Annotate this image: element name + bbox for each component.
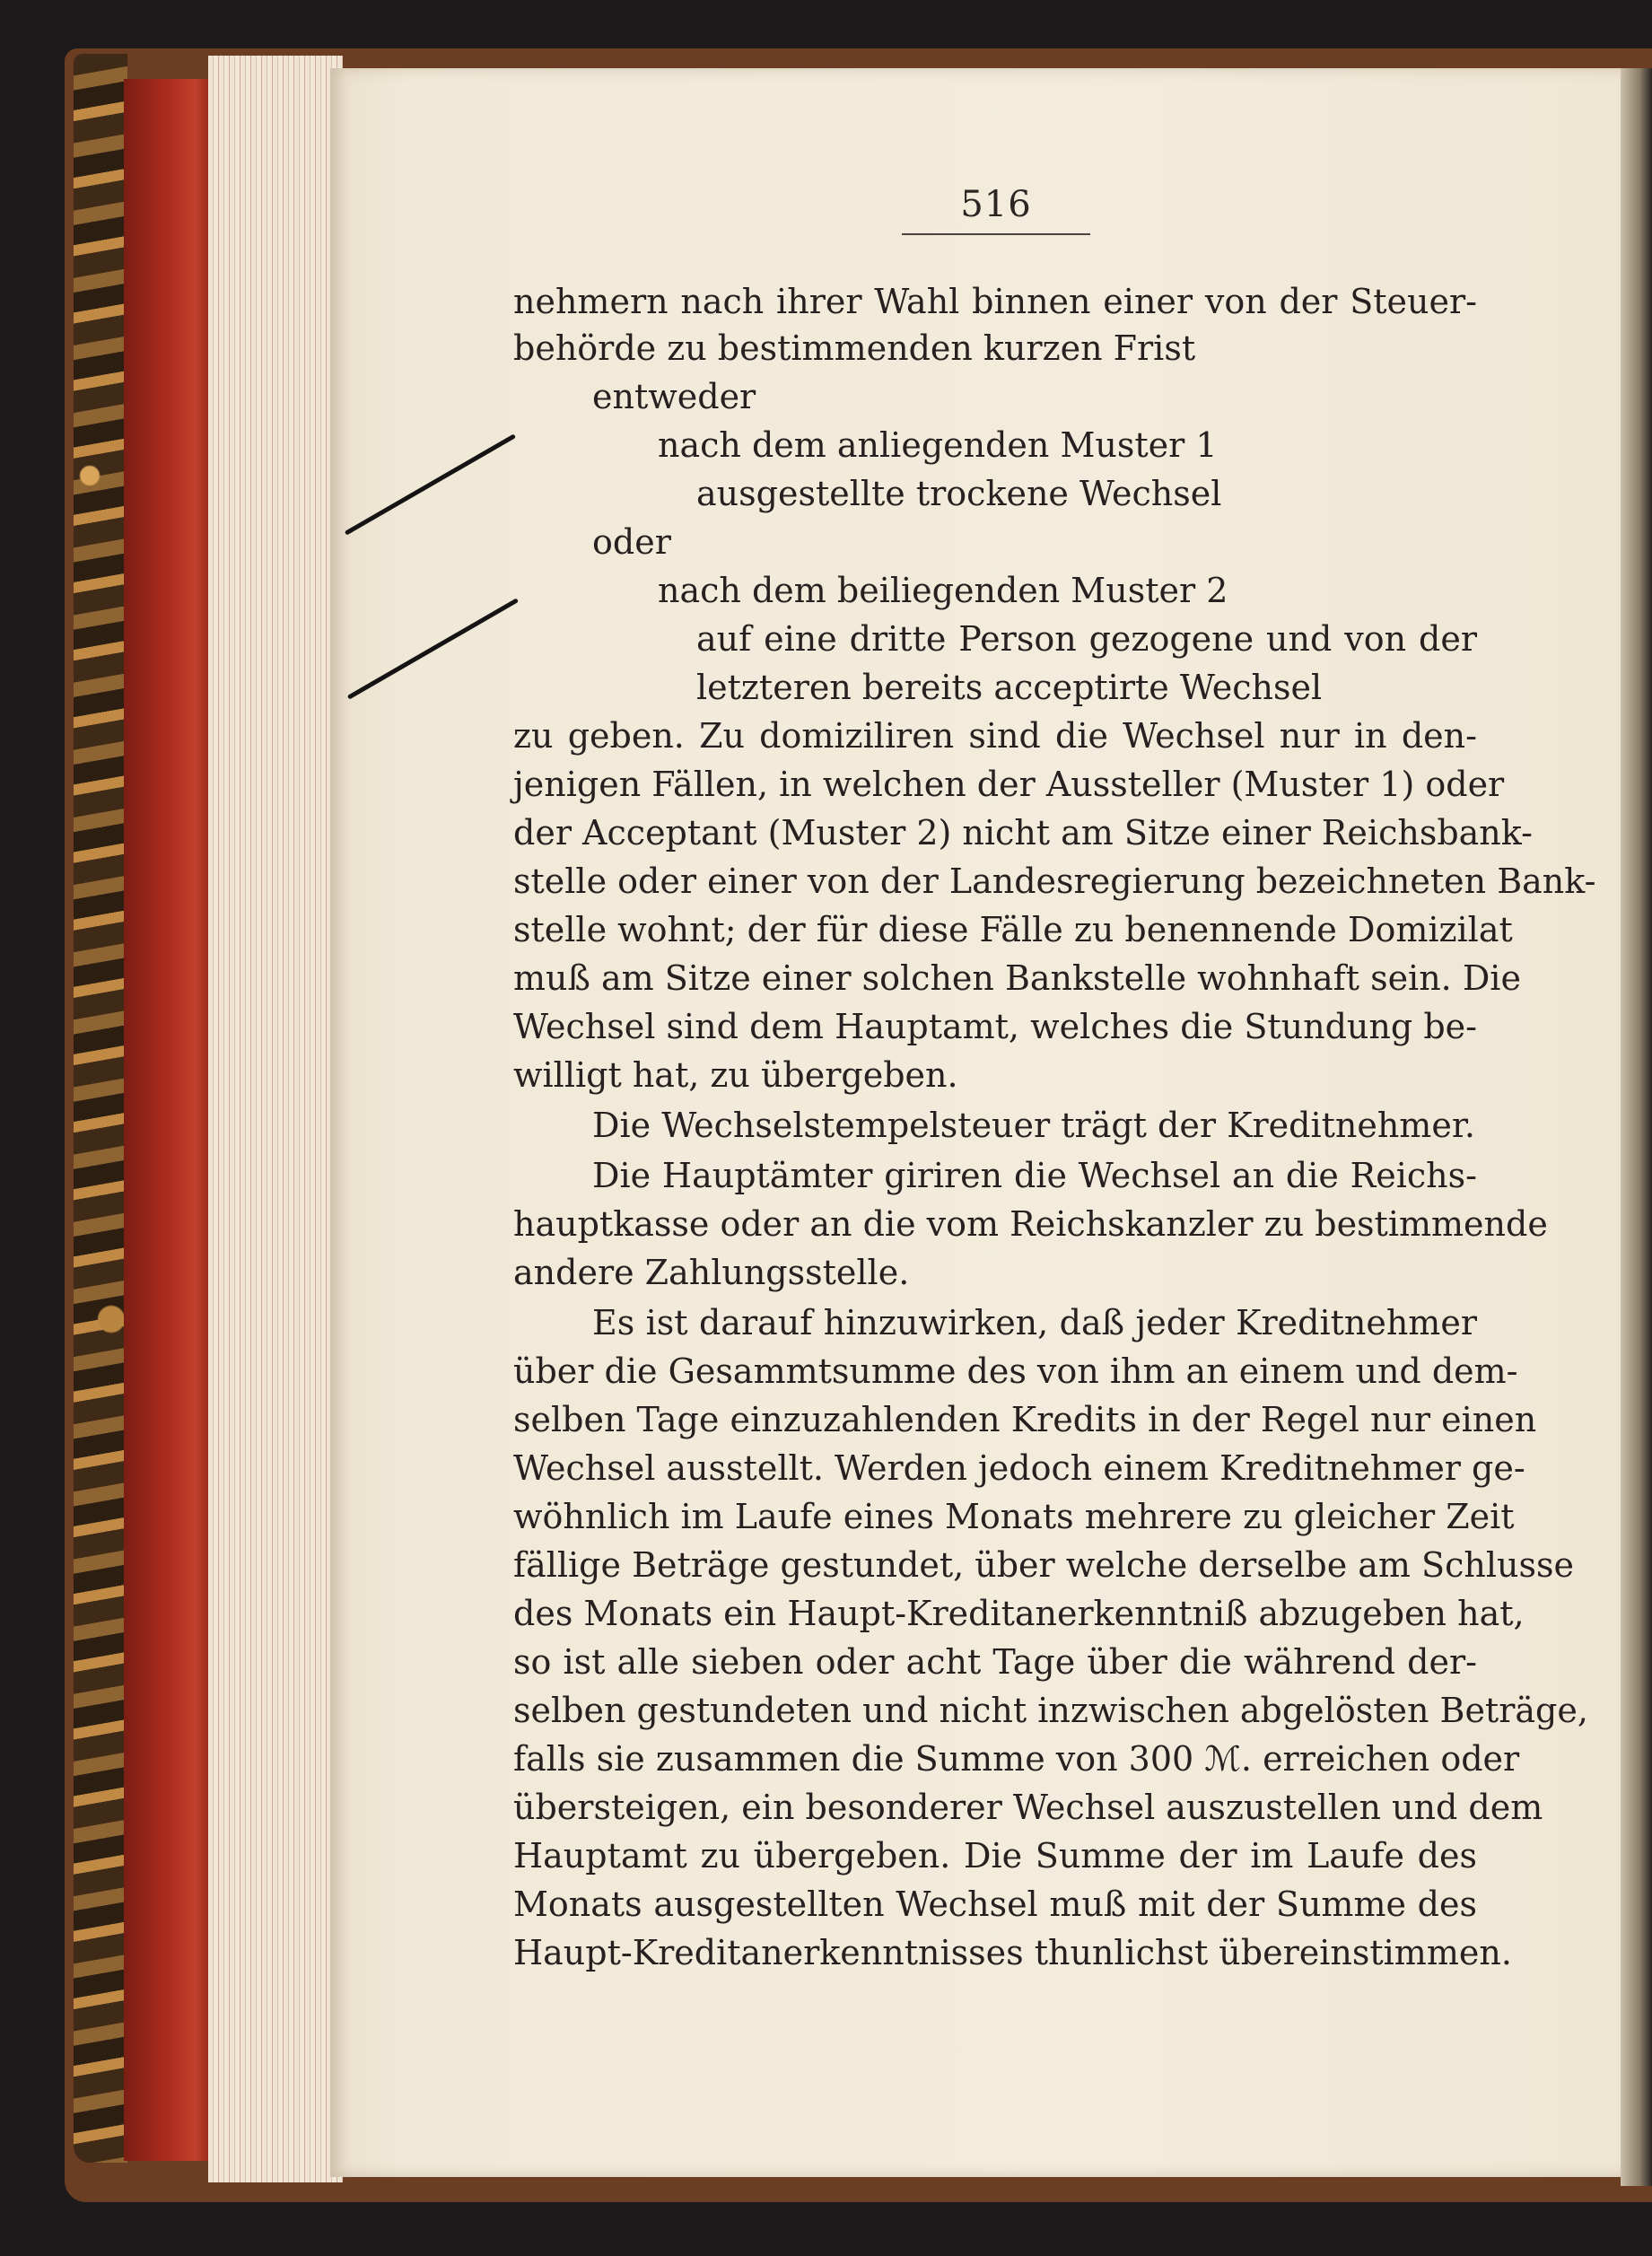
text-line: andere Zahlungsstelle. xyxy=(513,1253,910,1292)
text-line: zu geben. Zu domiziliren sind die Wechsel nur in den- xyxy=(513,716,1477,756)
text-line: fällige Beträge gestundet, über welche derselbe am Schlusse xyxy=(513,1545,1574,1585)
text-line: entweder xyxy=(592,377,756,416)
text-line: Es ist darauf hinzuwirken, daß jeder Kreditnehmer xyxy=(592,1303,1477,1342)
text-line: auf eine dritte Person gezogene und von der xyxy=(696,619,1477,659)
text-line: stelle wohnt; der für diese Fälle zu benennende Domizilat xyxy=(513,910,1513,949)
text-line: jenigen Fällen, in welchen der Aussteller (Muster 1) oder xyxy=(513,765,1505,804)
text-line: übersteigen, ein besonderer Wechsel auszustellen und dem xyxy=(513,1788,1543,1827)
text-line: hauptkasse oder an die vom Reichskanzler zu bestimmende xyxy=(513,1204,1548,1244)
text-line: über die Gesammtsumme des von ihm an einem und dem- xyxy=(513,1351,1518,1391)
text-line: Die Wechselstempelsteuer trägt der Kreditnehmer. xyxy=(592,1106,1475,1145)
text-line: ausgestellte trockene Wechsel xyxy=(696,474,1222,513)
text-line: nach dem beiliegenden Muster 2 xyxy=(658,571,1228,610)
text-line: nehmern nach ihrer Wahl binnen einer von der Steuer- xyxy=(513,282,1477,321)
text-line: selben Tage einzuzahlenden Kredits in der Regel nur einen xyxy=(513,1400,1537,1439)
page-number: 516 xyxy=(960,184,1032,225)
text-line: Wechsel sind dem Hauptamt, welches die Stundung be- xyxy=(513,1007,1477,1046)
text-line: Hauptamt zu übergeben. Die Summe der im Laufe des xyxy=(513,1836,1477,1876)
text-line: Wechsel ausstellt. Werden jedoch einem Kreditnehmer ge- xyxy=(513,1448,1525,1488)
text-line: behörde zu bestimmenden kurzen Frist xyxy=(513,328,1196,368)
text-line: wöhnlich im Laufe eines Monats mehrere zu gleicher Zeit xyxy=(513,1497,1515,1536)
text-line: letzteren bereits acceptirte Wechsel xyxy=(696,668,1323,707)
text-line: falls sie zusammen die Summe von 300 ℳ. erreichen oder xyxy=(513,1739,1520,1779)
text-line: willigt hat, zu übergeben. xyxy=(513,1055,958,1095)
text-line: so ist alle sieben oder acht Tage über die während der- xyxy=(513,1642,1477,1682)
text-line: des Monats ein Haupt-Kreditanerkenntniß abzugeben hat, xyxy=(513,1594,1525,1633)
text-line: muß am Sitze einer solchen Bankstelle wohnhaft sein. Die xyxy=(513,958,1521,998)
text-line: selben gestundeten und nicht inzwischen abgelösten Beträge, xyxy=(513,1691,1588,1730)
text-line: oder xyxy=(592,522,671,562)
text-line: Haupt-Kreditanerkenntnisses thunlichst übereinstimmen. xyxy=(513,1933,1512,1972)
text-line: der Acceptant (Muster 2) nicht am Sitze einer Reichsbank- xyxy=(513,813,1533,853)
text-line: stelle oder einer von der Landesregierung bezeichneten Bank- xyxy=(513,861,1596,901)
text-line: Die Hauptämter giriren die Wechsel an die Reichs- xyxy=(592,1156,1477,1195)
text-line: nach dem anliegenden Muster 1 xyxy=(658,425,1218,465)
text-line: Monats ausgestellten Wechsel muß mit der Summe des xyxy=(513,1884,1477,1924)
